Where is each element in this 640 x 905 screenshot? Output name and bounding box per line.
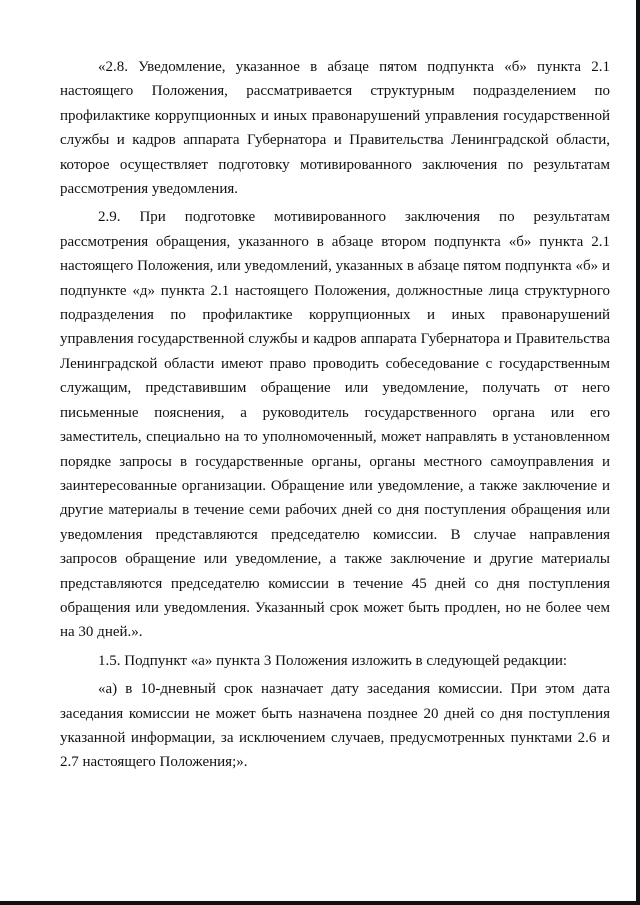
paragraph-1-5: 1.5. Подпункт «а» пункта 3 Положения изложить в следующей редакции:	[98, 652, 568, 669]
paragraph-2-8: «2.8. Уведомление, указанное в абзаце пятом подпункта «б» пункта 2.1 настоящего Положения, рассматривается структурным подразделением по профилактике коррупционных и иных правонарушений управления государственной службы и кадров аппарата Губернатора и Правительства Ленинградской области, которое осуществляет подготовку мотивированного заключения по результатам рассмотрения уведомления.	[60, 59, 610, 198]
paragraph-2-9: 2.9. При подготовке мотивированного заключения по результатам рассмотрения обращения, указанного в абзаце втором подпункта «б» пункта 2.1 настоящего Положения, или уведомлений, указанных в абзаце пятом подпункта «б» и подпункте «д» пункта 2.1 настоящего Положения, должностные лица структурного подразделения по профилактике коррупционных и иных правонарушений управления государственной службы и кадров аппарата Губернатора и Правительства Ленинградской области имеют право проводить собеседование с государственным служащим, представившим обращение или уведомление, получать от него письменные пояснения, а руководитель государственного органа или его заместитель, специально на то уполномоченный, может направлять в установленном порядке запросы в государственные органы, органы местного самоуправления и заинтересованные организации. Обращение или уведомление, а также заключение и другие материалы в течение семи рабочих дней со дня поступления обращения или уведомления представляются председателю комиссии. В случае направления запросов обращение или уведомление, а также заключение и другие материалы представляются председателю комиссии в течение 45 дней со дня поступления обращения или уведомления. Указанный срок может быть продлен, но не более чем на 30 дней.».	[60, 209, 610, 641]
document-page	[60, 55, 610, 775]
scan-right-border	[636, 0, 640, 905]
scan-bottom-border	[0, 901, 640, 905]
paragraph-subitem-a: «а) в 10-дневный срок назначает дату заседания комиссии. При этом дата заседания комиссии не может быть назначена позднее 20 дней со дня поступления указанной информации, за исключением случаев, предусмотренных пунктами 2.6 и 2.7 настоящего Положения;».	[60, 681, 610, 771]
